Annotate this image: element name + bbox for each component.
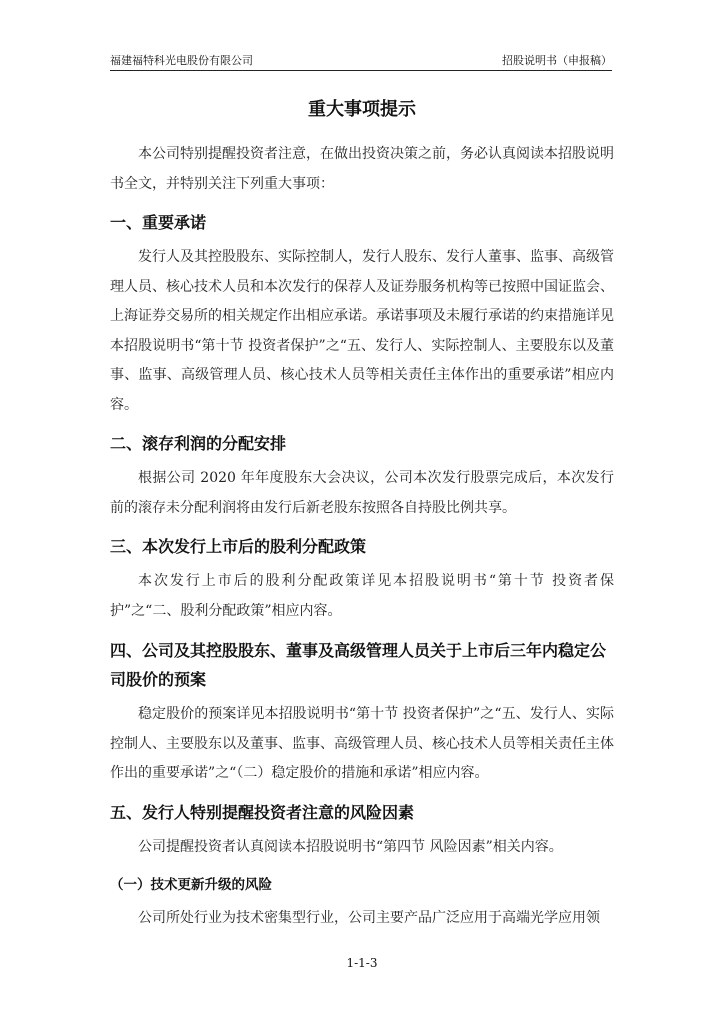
page-title: 重大事项提示 xyxy=(308,99,416,120)
section-heading-3: 三、本次发行上市后的股利分配政策 xyxy=(110,537,367,556)
section-body-2: 根据公司 2020 年年度股东大会决议，公司本次发行股票完成后，本次发行前的滚存未分配利润将由发行后新老股东按照各自持股比例共享。 xyxy=(110,470,614,516)
intro-paragraph: 本公司特别提醒投资者注意，在做出投资决策之前，务必认真阅读本招股说明书全文，并特别关注下列重大事项： xyxy=(110,146,614,192)
subsection-heading: （一）技术更新升级的风险 xyxy=(110,877,272,893)
header-company-name: 福建福特科光电股份有限公司 xyxy=(110,54,253,67)
section-heading-2: 二、滚存利润的分配安排 xyxy=(110,434,287,453)
page-content xyxy=(110,96,614,934)
section-body-3: 本次发行上市后的股利分配政策详见本招股说明书“第十节 投资者保护”之“二、股利分配政策”相应内容。 xyxy=(110,573,614,619)
section-body-5: 公司提醒投资者认真阅读本招股说明书“第四节 风险因素”相关内容。 xyxy=(138,838,563,855)
section-heading-1: 一、重要承诺 xyxy=(110,213,207,232)
section-heading-5: 五、发行人特别提醒投资者注意的风险因素 xyxy=(110,802,415,822)
subsection-body: 公司所处行业为技术密集型行业，公司主要产品广泛应用于高端光学应用领 xyxy=(138,910,600,926)
section-body-1: 发行人及其控股股东、实际控制人，发行人股东、发行人董事、监事、高级管理人员、核心技术人员和本次发行的保荐人及证券服务机构等已按照中国证监会、上海证券交易所的相关规定作出相应承诺。承诺事项及未履行承诺的约束措施详见本招股说明书“第十节 投资者保护”之“五、发行人、实际控制人、主要股东以及董事、监事、高级管理人员、核心技术人员等相关责任主体作出的重要承诺”相应内容。 xyxy=(110,249,614,413)
page-number: 1-1-3 xyxy=(346,956,378,970)
section-body-4: 稳定股价的预案详见本招股说明书“第十节 投资者保护”之“五、发行人、实际控制人、主要股东以及董事、监事、高级管理人员、核心技术人员等相关责任主体作出的重要承诺”之“（二）稳定股价的措施和承诺”相应内容。 xyxy=(110,706,614,781)
section-heading-4: 四、公司及其控股股东、董事及高级管理人员关于上市后三年内稳定公司股价的预案 xyxy=(110,641,607,689)
page-header xyxy=(110,50,612,71)
header-document-type: 招股说明书（申报稿） xyxy=(502,54,612,67)
